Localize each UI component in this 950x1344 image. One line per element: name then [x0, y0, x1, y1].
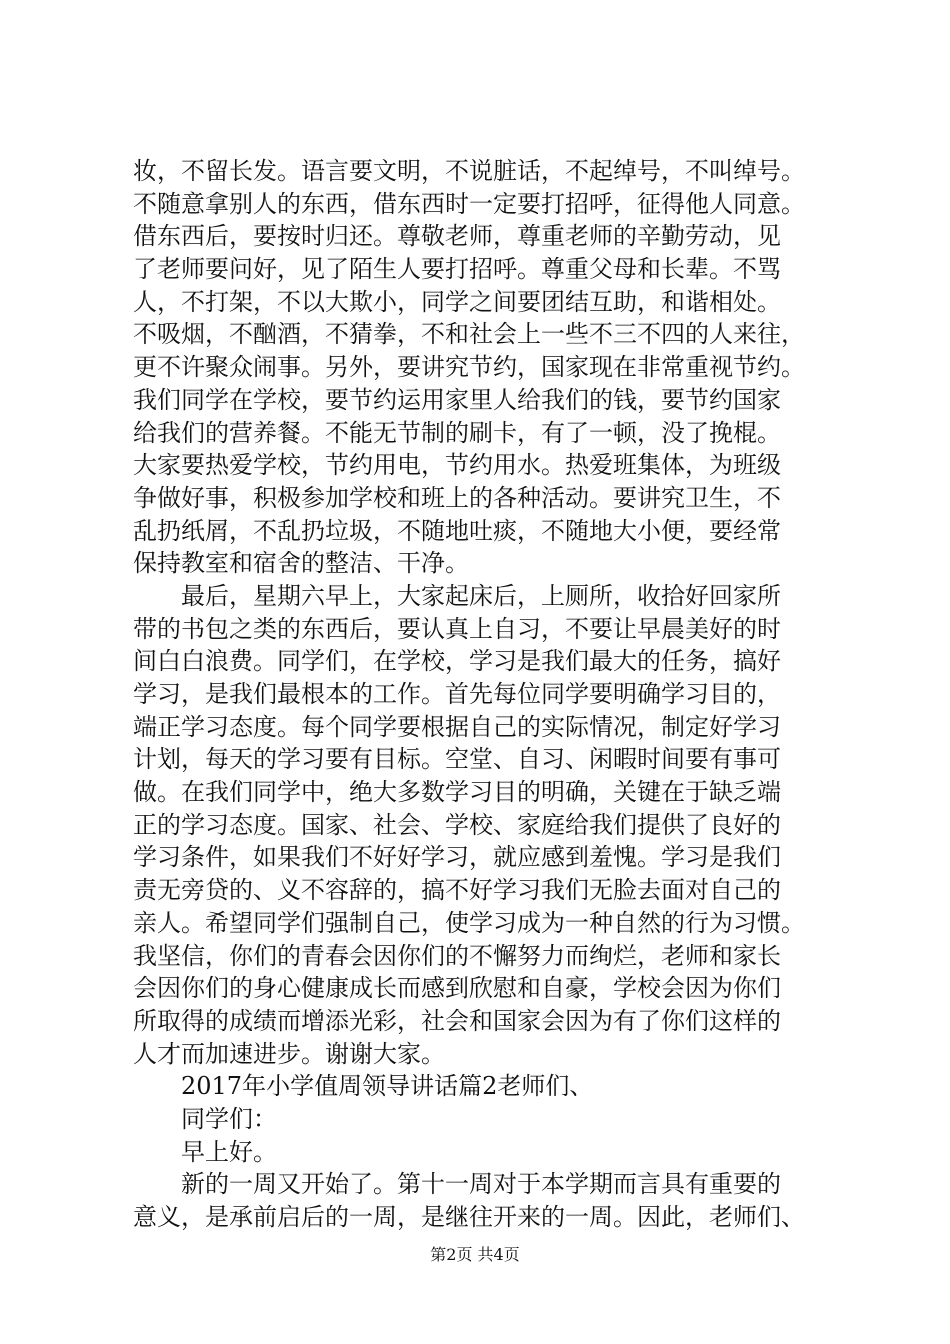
- greeting-line: 早上好。: [181, 1137, 277, 1166]
- text-line: 学习，是我们最根本的工作。首先每位同学要明确学习目的，: [133, 680, 781, 708]
- text-line: 大家要热爱学校，节约用电，节约用水。热爱班集体，为班级: [133, 451, 781, 480]
- text-line: 责无旁贷的、义不容辞的，搞不好学习我们无脸去面对自己的: [133, 876, 781, 905]
- text-line: 所取得的成绩而增添光彩，社会和国家会因为有了你们这样的: [133, 1006, 781, 1035]
- text-line: 借东西后，要按时归还。尊敬老师，尊重老师的辛勤劳动，见: [133, 222, 781, 251]
- text-line: 妆，不留长发。语言要文明，不说脏话，不起绰号，不叫绰号。: [133, 157, 805, 185]
- salutation-line: 同学们：: [181, 1104, 277, 1133]
- text-line: 给我们的营养餐。不能无节制的刷卡，有了一顿，没了挽棍。: [133, 418, 781, 447]
- text-line: 了老师要问好，见了陌生人要打招呼。尊重父母和长辈。不骂: [133, 255, 781, 284]
- text-line: 做。在我们同学中，绝大多数学习目的明确，关键在于缺乏端: [133, 778, 781, 807]
- text-line: 我们同学在学校，要节约运用家里人给我们的钱，要节约国家: [133, 385, 781, 414]
- text-line: 人才而加速进步。谢谢大家。: [133, 1039, 445, 1068]
- text-line: 意义，是承前启后的一周，是继往开来的一周。因此，老师们、: [133, 1203, 805, 1231]
- document-body: [133, 155, 853, 1234]
- text-line: 正的学习态度。国家、社会、学校、家庭给我们提供了良好的: [133, 810, 781, 839]
- text-line: 计划，每天的学习要有目标。空堂、自习、闲暇时间要有事可: [133, 745, 781, 774]
- text-line: 更不许聚众闹事。另外，要讲究节约，国家现在非常重视节约。: [133, 353, 805, 382]
- text-line: 带的书包之类的东西后，要认真上自习，不要让早晨美好的时: [133, 614, 781, 643]
- paragraph-start-line: 新的一周又开始了。第十一周对于本学期而言具有重要的: [181, 1170, 781, 1199]
- text-line: 乱扔纸屑，不乱扔垃圾，不随地吐痰，不随地大小便，要经常: [133, 516, 781, 545]
- text-line: 争做好事，积极参加学校和班上的各种活动。要讲究卫生，不: [133, 483, 781, 512]
- text-line: 保持教室和宿舍的整洁、干净。: [133, 549, 469, 578]
- text-line: 间白白浪费。同学们，在学校，学习是我们最大的任务，搞好: [133, 647, 781, 676]
- section-heading-line: 2017年小学值周领导讲话篇2老师们、: [181, 1072, 594, 1101]
- text-line: 不随意拿别人的东西，借东西时一定要打招呼，征得他人同意。: [133, 189, 805, 218]
- text-line: 端正学习态度。每个同学要根据自己的实际情况，制定好学习: [133, 712, 781, 741]
- text-line: 人，不打架，不以大欺小，同学之间要团结互助，和谐相处。: [133, 287, 781, 316]
- text-line: 学习条件，如果我们不好好学习，就应感到羞愧。学习是我们: [133, 843, 781, 872]
- paragraph-start-line: 最后，星期六早上，大家起床后，上厕所，收拾好回家所: [181, 581, 781, 610]
- text-line: 会因你们的身心健康成长而感到欣慰和自豪，学校会因为你们: [133, 974, 781, 1003]
- text-line: 亲人。希望同学们强制自己，使学习成为一种自然的行为习惯。: [133, 908, 805, 937]
- text-line: 不吸烟，不酗酒，不猜拳，不和社会上一些不三不四的人来往，: [133, 320, 805, 349]
- page-number-footer: 第2页 共4页: [430, 1245, 520, 1264]
- text-line: 我坚信，你们的青春会因你们的不懈努力而绚烂，老师和家长: [133, 941, 781, 970]
